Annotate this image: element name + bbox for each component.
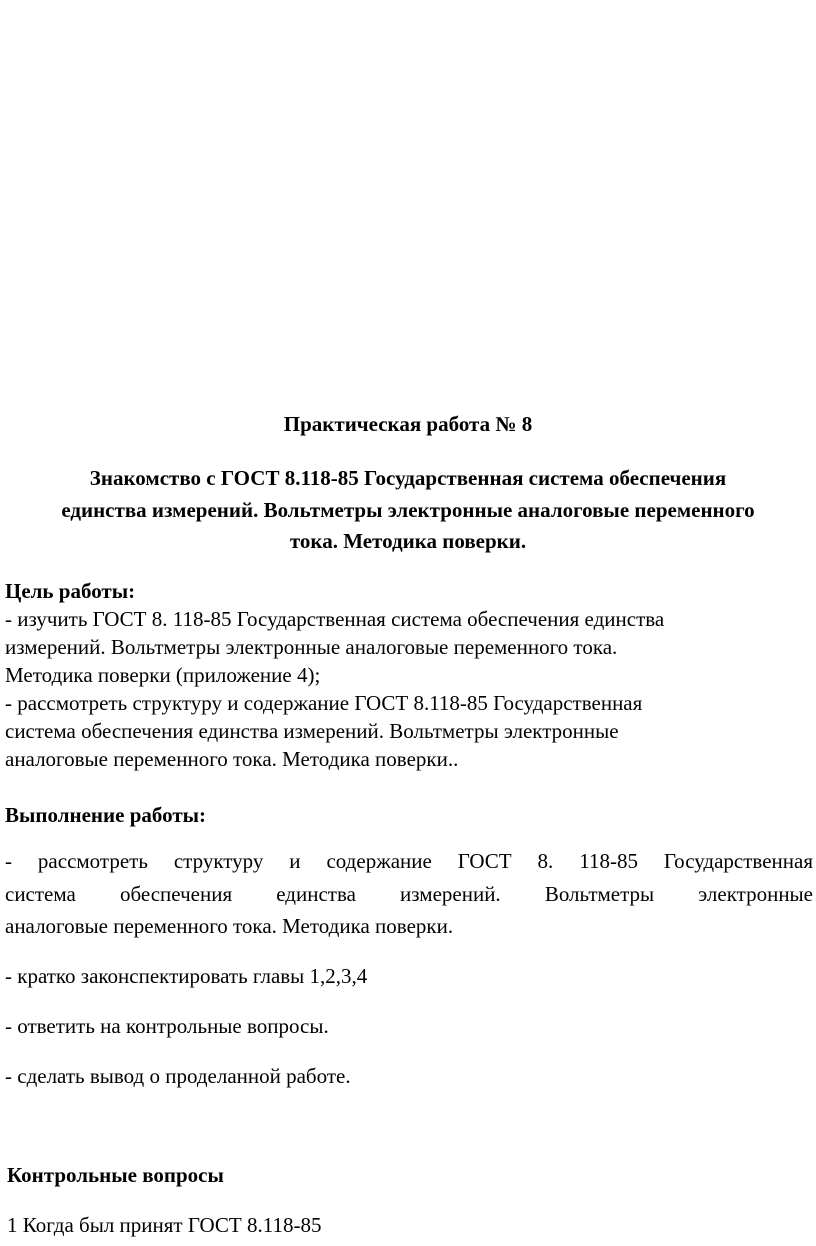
goal-line-1: - изучить ГОСТ 8. 118-85 Государственная система обеспечения единства (5, 607, 665, 631)
goal-heading: Цель работы: (5, 579, 136, 603)
questions-heading: Контрольные вопросы (7, 1163, 224, 1187)
goal-line-6: аналоговые переменного тока. Методика поверки.. (5, 747, 459, 771)
execution-item-2: - ответить на контрольные вопросы. (5, 1014, 329, 1038)
subtitle-line-1: Знакомство с ГОСТ 8.118-85 Государственная система обеспечения (89, 466, 727, 490)
execution-item-1: - кратко законспектировать главы 1,2,3,4 (5, 964, 368, 988)
execution-item-3: - сделать вывод о проделанной работе. (5, 1064, 351, 1088)
execution-paragraph-line-2: система обеспечения единства измерений. Вольтметры электронные (5, 882, 813, 906)
goal-line-3: Методика поверки (приложение 4); (5, 663, 321, 687)
page-title: Практическая работа № 8 (283, 412, 533, 436)
subtitle-line-2: единства измерений. Вольтметры электронные аналоговые переменного (61, 498, 755, 522)
goal-line-2: измерений. Вольтметры электронные аналоговые переменного тока. (5, 635, 618, 659)
question-item-1: 1 Когда был принят ГОСТ 8.118-85 (7, 1213, 322, 1237)
execution-paragraph-line-1: - рассмотреть структуру и содержание ГОСТ 8. 118-85 Государственная (5, 849, 813, 873)
goal-line-5: система обеспечения единства измерений. Вольтметры электронные (5, 719, 619, 743)
execution-heading: Выполнение работы: (5, 803, 207, 827)
goal-line-4: - рассмотреть структуру и содержание ГОСТ 8.118-85 Государственная (5, 691, 643, 715)
subtitle-line-3: тока. Методика поверки. (289, 529, 527, 553)
execution-paragraph-line-3: аналоговые переменного тока. Методика поверки. (5, 914, 454, 938)
